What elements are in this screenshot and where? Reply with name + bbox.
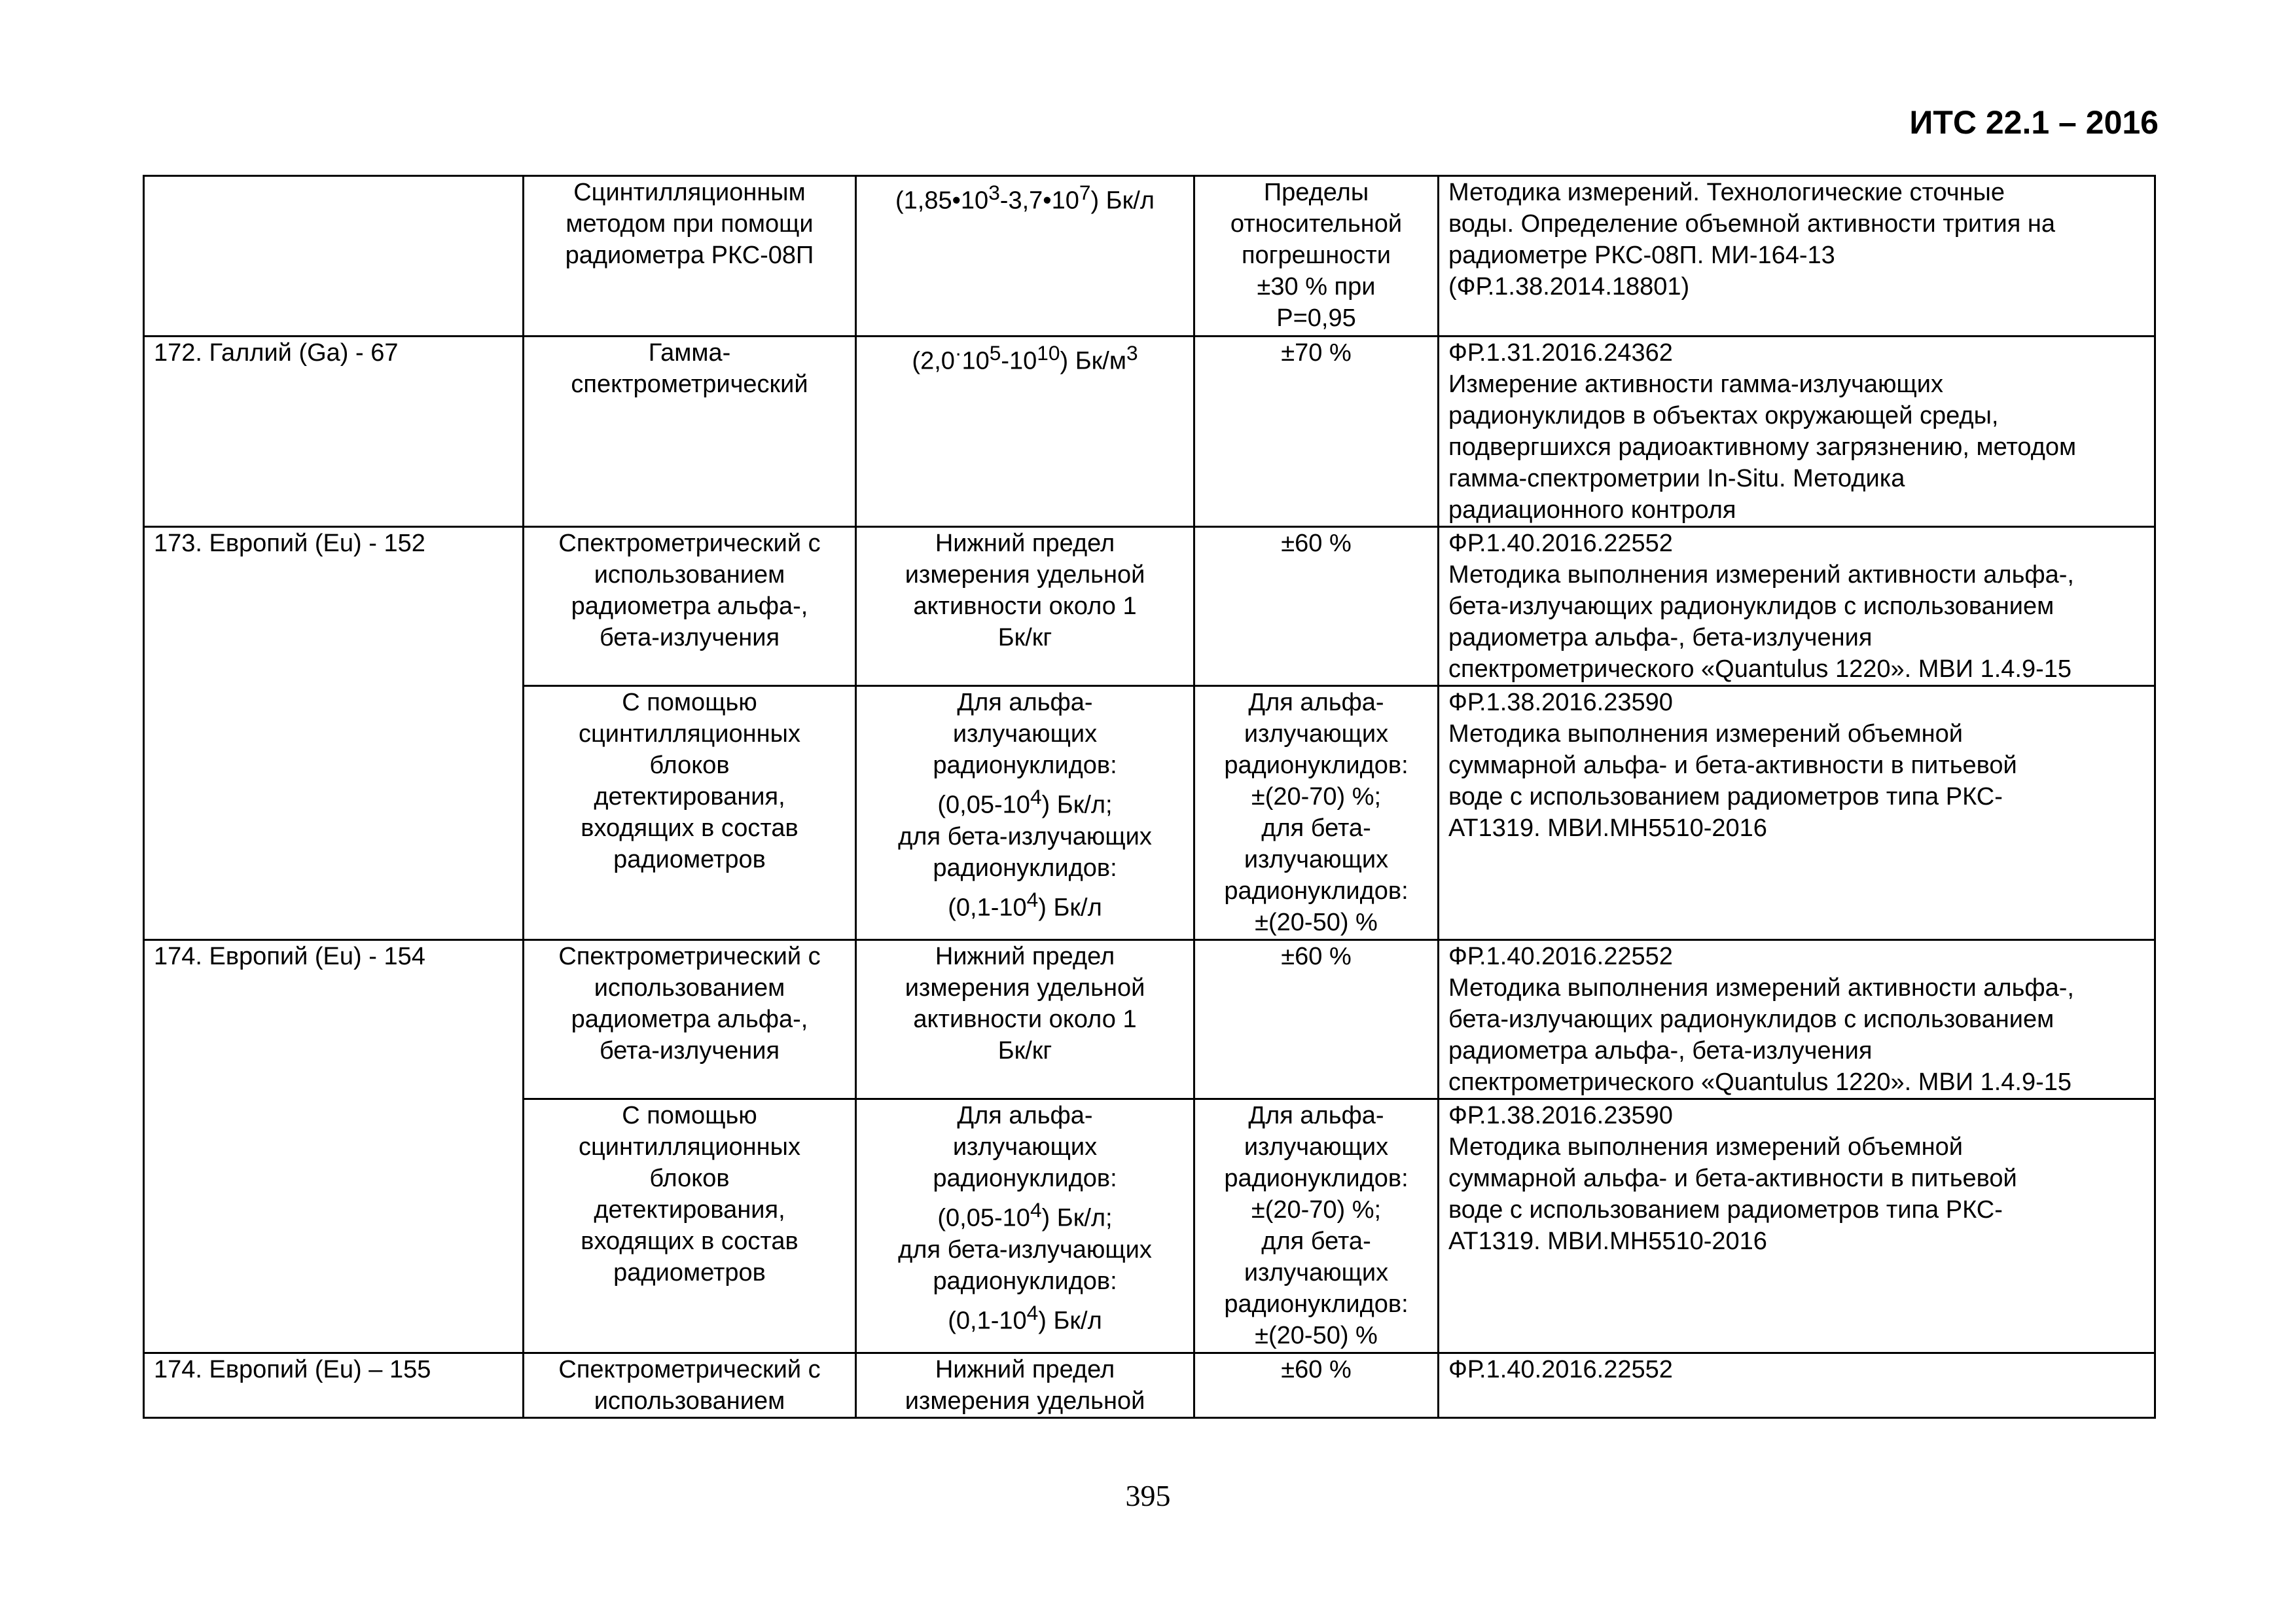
page-number: 395 — [1125, 1479, 1171, 1512]
range-cell: Нижний предел измерения удельной активности около 1 Бк/кг — [856, 940, 1194, 1099]
element-cell: 173. Европий (Eu) - 152 — [144, 527, 524, 940]
method-cell: Спектрометрический с использованием радиометра альфа-, бета-излучения — [524, 940, 856, 1099]
document-header: ИТС 22.1 – 2016 — [1909, 104, 2159, 141]
range-cell: Нижний предел измерения удельной активности около 1 Бк/кг — [856, 527, 1194, 686]
method-cell: С помощью сцинтилляционных блоков детектирования, входящих в состав радиометров — [524, 686, 856, 940]
document-cell: ФР.1.38.2016.23590 Методика выполнения измерений объемной суммарной альфа- и бета-активности в питьевой воде с использованием радиометров типа РКС- АТ1319. МВИ.МН5510-2016 — [1439, 686, 2155, 940]
table-row — [144, 940, 2155, 1099]
method-cell: Гамма- спектрометрический — [524, 337, 856, 527]
range-cell: Для альфа- излучающих радионуклидов: $(0,05-10^4)$ Бк/л; для бета-излучающих радионуклидов: $(0,1-10^4)$ Бк/л — [856, 686, 1194, 940]
error-cell: ±70 % — [1194, 337, 1439, 527]
range-cell: Нижний предел измерения удельной — [856, 1353, 1194, 1418]
document-cell: ФР.1.40.2016.22552 Методика выполнения измерений активности альфа-, бета-излучающих радионуклидов с использованием радиометра альфа-, бета-излучения спектрометрического «Quantulus 1220». МВИ 1.4.9-15 — [1439, 940, 2155, 1099]
table-row — [144, 176, 2155, 337]
element-cell — [144, 176, 524, 337]
error-cell: Для альфа- излучающих радионуклидов: ±(20-70) %; для бета- излучающих радионуклидов: ±(20-50) % — [1194, 686, 1439, 940]
range-cell: Для альфа- излучающих радионуклидов: $(0,05-10^4)$ Бк/л; для бета-излучающих радионуклидов: $(0,1-10^4)$ Бк/л — [856, 1099, 1194, 1353]
error-cell: ±60 % — [1194, 940, 1439, 1099]
table-row — [144, 337, 2155, 527]
method-cell: С помощью сцинтилляционных блоков детектирования, входящих в состав радиометров — [524, 1099, 856, 1353]
element-cell: 174. Европий (Eu) – 155 — [144, 1353, 524, 1418]
method-cell: Спектрометрический с использованием радиометра альфа-, бета-излучения — [524, 527, 856, 686]
range-cell: $(1,85•10^3-3,7•10^7)$ Бк/л — [856, 176, 1194, 337]
document-cell: ФР.1.40.2016.22552 Методика выполнения измерений активности альфа-, бета-излучающих радионуклидов с использованием радиометра альфа-, бета-излучения спектрометрического «Quantulus 1220». МВИ 1.4.9-15 — [1439, 527, 2155, 686]
error-cell: Для альфа- излучающих радионуклидов: ±(20-70) %; для бета- излучающих радионуклидов: ±(20-50) % — [1194, 1099, 1439, 1353]
error-cell: Пределы относительной погрешности ±30 % при Р=0,95 — [1194, 176, 1439, 337]
element-cell: 174. Европий (Eu) - 154 — [144, 940, 524, 1353]
element-cell: 172. Галлий (Ga) - 67 — [144, 337, 524, 527]
methods-table — [143, 175, 2156, 1419]
method-cell: Спектрометрический с использованием — [524, 1353, 856, 1418]
document-cell: ФР.1.31.2016.24362 Измерение активности гамма-излучающих радионуклидов в объектах окружающей среды, подвергшихся радиоактивному загрязнению, методом гамма-спектрометрии In-Situ. Методика радиационного контроля — [1439, 337, 2155, 527]
range-cell: $(2,0^\cdot 10^5-10^{10})$ $Бк/м^3$ — [856, 337, 1194, 527]
error-cell: ±60 % — [1194, 527, 1439, 686]
table-row — [144, 527, 2155, 686]
error-cell: ±60 % — [1194, 1353, 1439, 1418]
table-row — [144, 1353, 2155, 1418]
document-cell: ФР.1.40.2016.22552 — [1439, 1353, 2155, 1418]
method-cell: Сцинтилляционным методом при помощи радиометра РКС-08П — [524, 176, 856, 337]
document-cell: ФР.1.38.2016.23590 Методика выполнения измерений объемной суммарной альфа- и бета-активности в питьевой воде с использованием радиометров типа РКС- АТ1319. МВИ.МН5510-2016 — [1439, 1099, 2155, 1353]
document-cell: Методика измерений. Технологические сточные воды. Определение объемной активности трития на радиометре РКС-08П. МИ-164-13 (ФР.1.38.2014.18801) — [1439, 176, 2155, 337]
